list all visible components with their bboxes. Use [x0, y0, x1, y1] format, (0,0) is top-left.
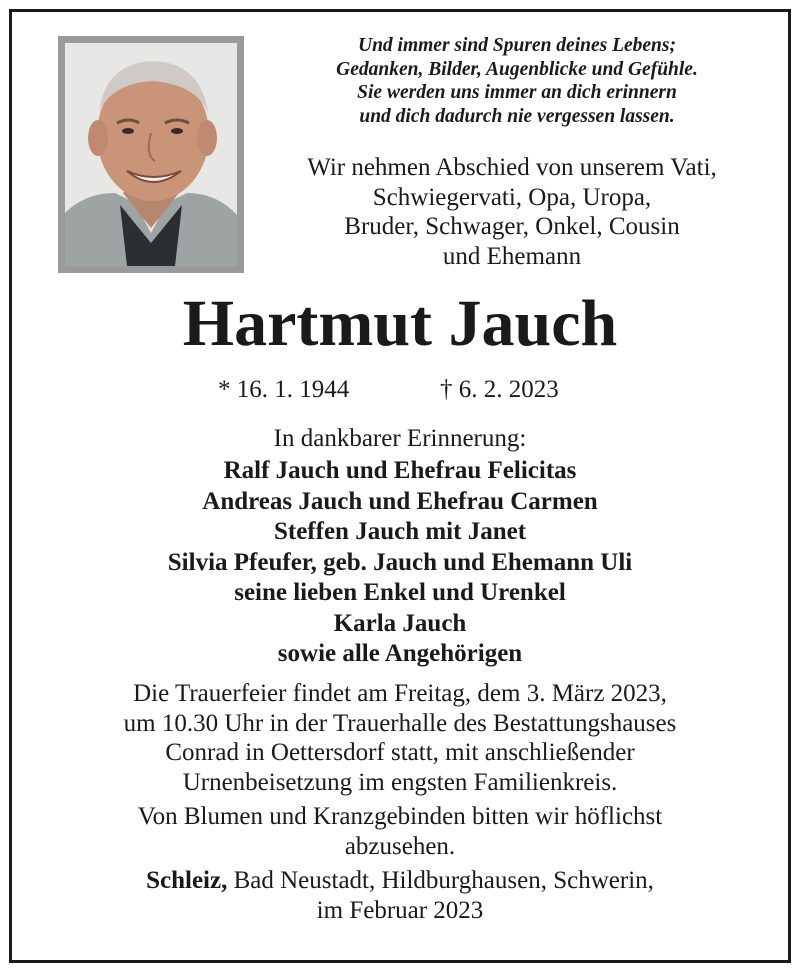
place-rest: Bad Neustadt, Hildburghausen, Schwerin, — [227, 867, 654, 894]
relative-line: Karla Jauch — [333, 609, 467, 637]
motto-verse — [262, 34, 772, 128]
portrait-image — [65, 43, 237, 266]
relative-line: seine lieben Enkel und Urenkel — [234, 579, 566, 606]
relative-line: sowie alle Angehörigen — [277, 640, 523, 667]
relative-line: Steffen Jauch mit Janet — [273, 518, 527, 545]
ceremony-line: Conrad in Oettersdorf statt, mit anschließender — [165, 739, 635, 766]
motto-line: Sie werden uns immer an dich erinnern — [357, 82, 677, 103]
death-date: † 6. 2. 2023 — [440, 376, 559, 403]
ceremony-line: Urnenbeisetzung im engsten Familienkreis. — [182, 768, 618, 796]
farewell-line: und Ehemann — [442, 242, 582, 270]
relatives-list — [0, 456, 800, 670]
flowers-line: Von Blumen und Kranzgebinden bitten wir höflichst — [137, 803, 663, 830]
deceased-name: Hartmut Jauch — [182, 287, 618, 360]
relative-line: Ralf Jauch und Ehefrau Felicitas — [223, 457, 577, 484]
ceremony-line: Die Trauerfeier findet am Freitag, dem 3. März 2023, — [133, 680, 667, 707]
farewell-text — [252, 153, 772, 271]
flowers-line: abzusehen. — [344, 832, 456, 860]
motto-line: und dich dadurch nie vergessen lassen. — [359, 105, 675, 127]
ceremony-line: um 10.30 Uhr in der Trauerhalle des Bestattungshauses — [123, 709, 677, 737]
relative-line: Andreas Jauch und Ehefrau Carmen — [202, 487, 598, 515]
motto-line: Gedanken, Bilder, Augenblicke und Gefühle. — [336, 58, 698, 80]
portrait-photo — [58, 36, 244, 273]
life-dates — [0, 373, 800, 407]
farewell-line: Bruder, Schwager, Onkel, Cousin — [344, 213, 680, 240]
motto-line: Und immer sind Spuren deines Lebens; — [358, 35, 676, 56]
place-bold: Schleiz, — [146, 867, 228, 894]
farewell-line: Schwiegervati, Opa, Uropa, — [372, 183, 652, 211]
memory-intro: In dankbarer Erinnerung: — [273, 425, 527, 452]
place-line — [0, 866, 800, 896]
birth-date: * 16. 1. 1944 — [218, 376, 350, 403]
relative-line: Silvia Pfeufer, geb. Jauch und Ehemann Uli — [167, 548, 633, 576]
ceremony-info — [0, 679, 800, 925]
place-date: im Februar 2023 — [316, 896, 484, 924]
farewell-line: Wir nehmen Abschied von unserem Vati, — [307, 154, 717, 181]
